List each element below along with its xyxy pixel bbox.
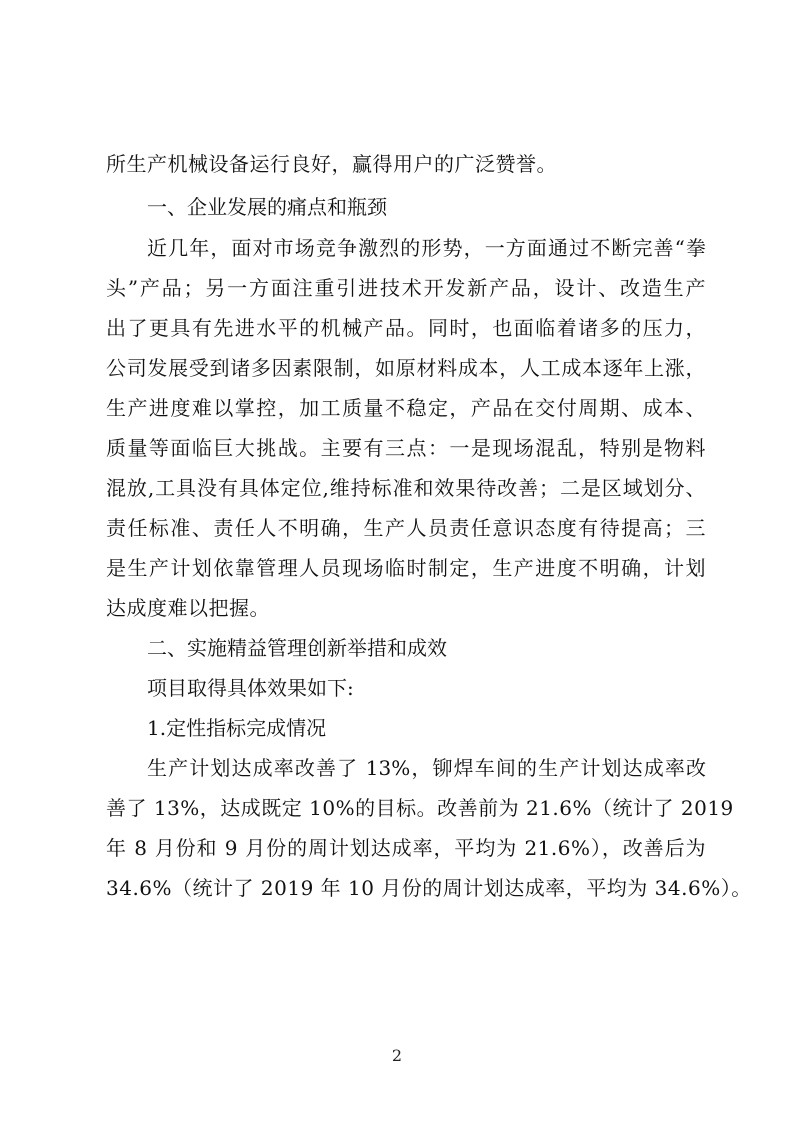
paragraph-line: 混放,工具没有具体定位,维持标准和效果待改善；二是区域划分、 (106, 476, 706, 500)
paragraph-line: 34.6%（统计了 2019 年 10 月份的周计划达成率，平均为 34.6%）。 (106, 876, 752, 900)
paragraph-line: 所生产机械设备运行良好，赢得用户的广泛赞誉。 (106, 152, 557, 176)
paragraph-line: 公司发展受到诸多因素限制，如原材料成本，人工成本逐年上涨， (106, 356, 706, 380)
paragraph-line: 近几年，面对市场竞争激烈的形势，一方面通过不断完善“拳 (147, 236, 706, 260)
paragraph-line: 责任标准、责任人不明确，生产人员责任意识态度有待提高；三 (106, 516, 706, 540)
subsection-heading: 1.定性指标完成情况 (147, 716, 327, 740)
page-number: 2 (391, 1046, 403, 1065)
paragraph-line: 达成度难以把握。 (106, 596, 270, 620)
section-heading-2: 二、实施精益管理创新举措和成效 (147, 636, 447, 660)
paragraph-line: 项目取得具体效果如下: (147, 676, 354, 700)
section-heading-1: 一、企业发展的痛点和瓶颈 (147, 195, 387, 219)
paragraph-line: 是生产计划依靠管理人员现场临时制定，生产进度不明确，计划 (106, 556, 706, 580)
paragraph-line: 年 8 月份和 9 月份的周计划达成率，平均为 21.6%），改善后为 (106, 836, 706, 860)
paragraph-line: 质量等面临巨大挑战。主要有三点：一是现场混乱，特别是物料 (106, 436, 706, 460)
paragraph-line: 善了 13%，达成既定 10%的目标。改善前为 21.6%（统计了 2019 (106, 796, 734, 820)
paragraph-line: 出了更具有先进水平的机械产品。同时，也面临着诸多的压力， (106, 316, 706, 340)
paragraph-line: 生产计划达成率改善了 13%，铆焊车间的生产计划达成率改 (147, 756, 706, 780)
paragraph-line: 头”产品；另一方面注重引进技术开发新产品，设计、改造生产 (106, 276, 706, 300)
paragraph-line: 生产进度难以掌控，加工质量不稳定，产品在交付周期、成本、 (106, 396, 706, 420)
